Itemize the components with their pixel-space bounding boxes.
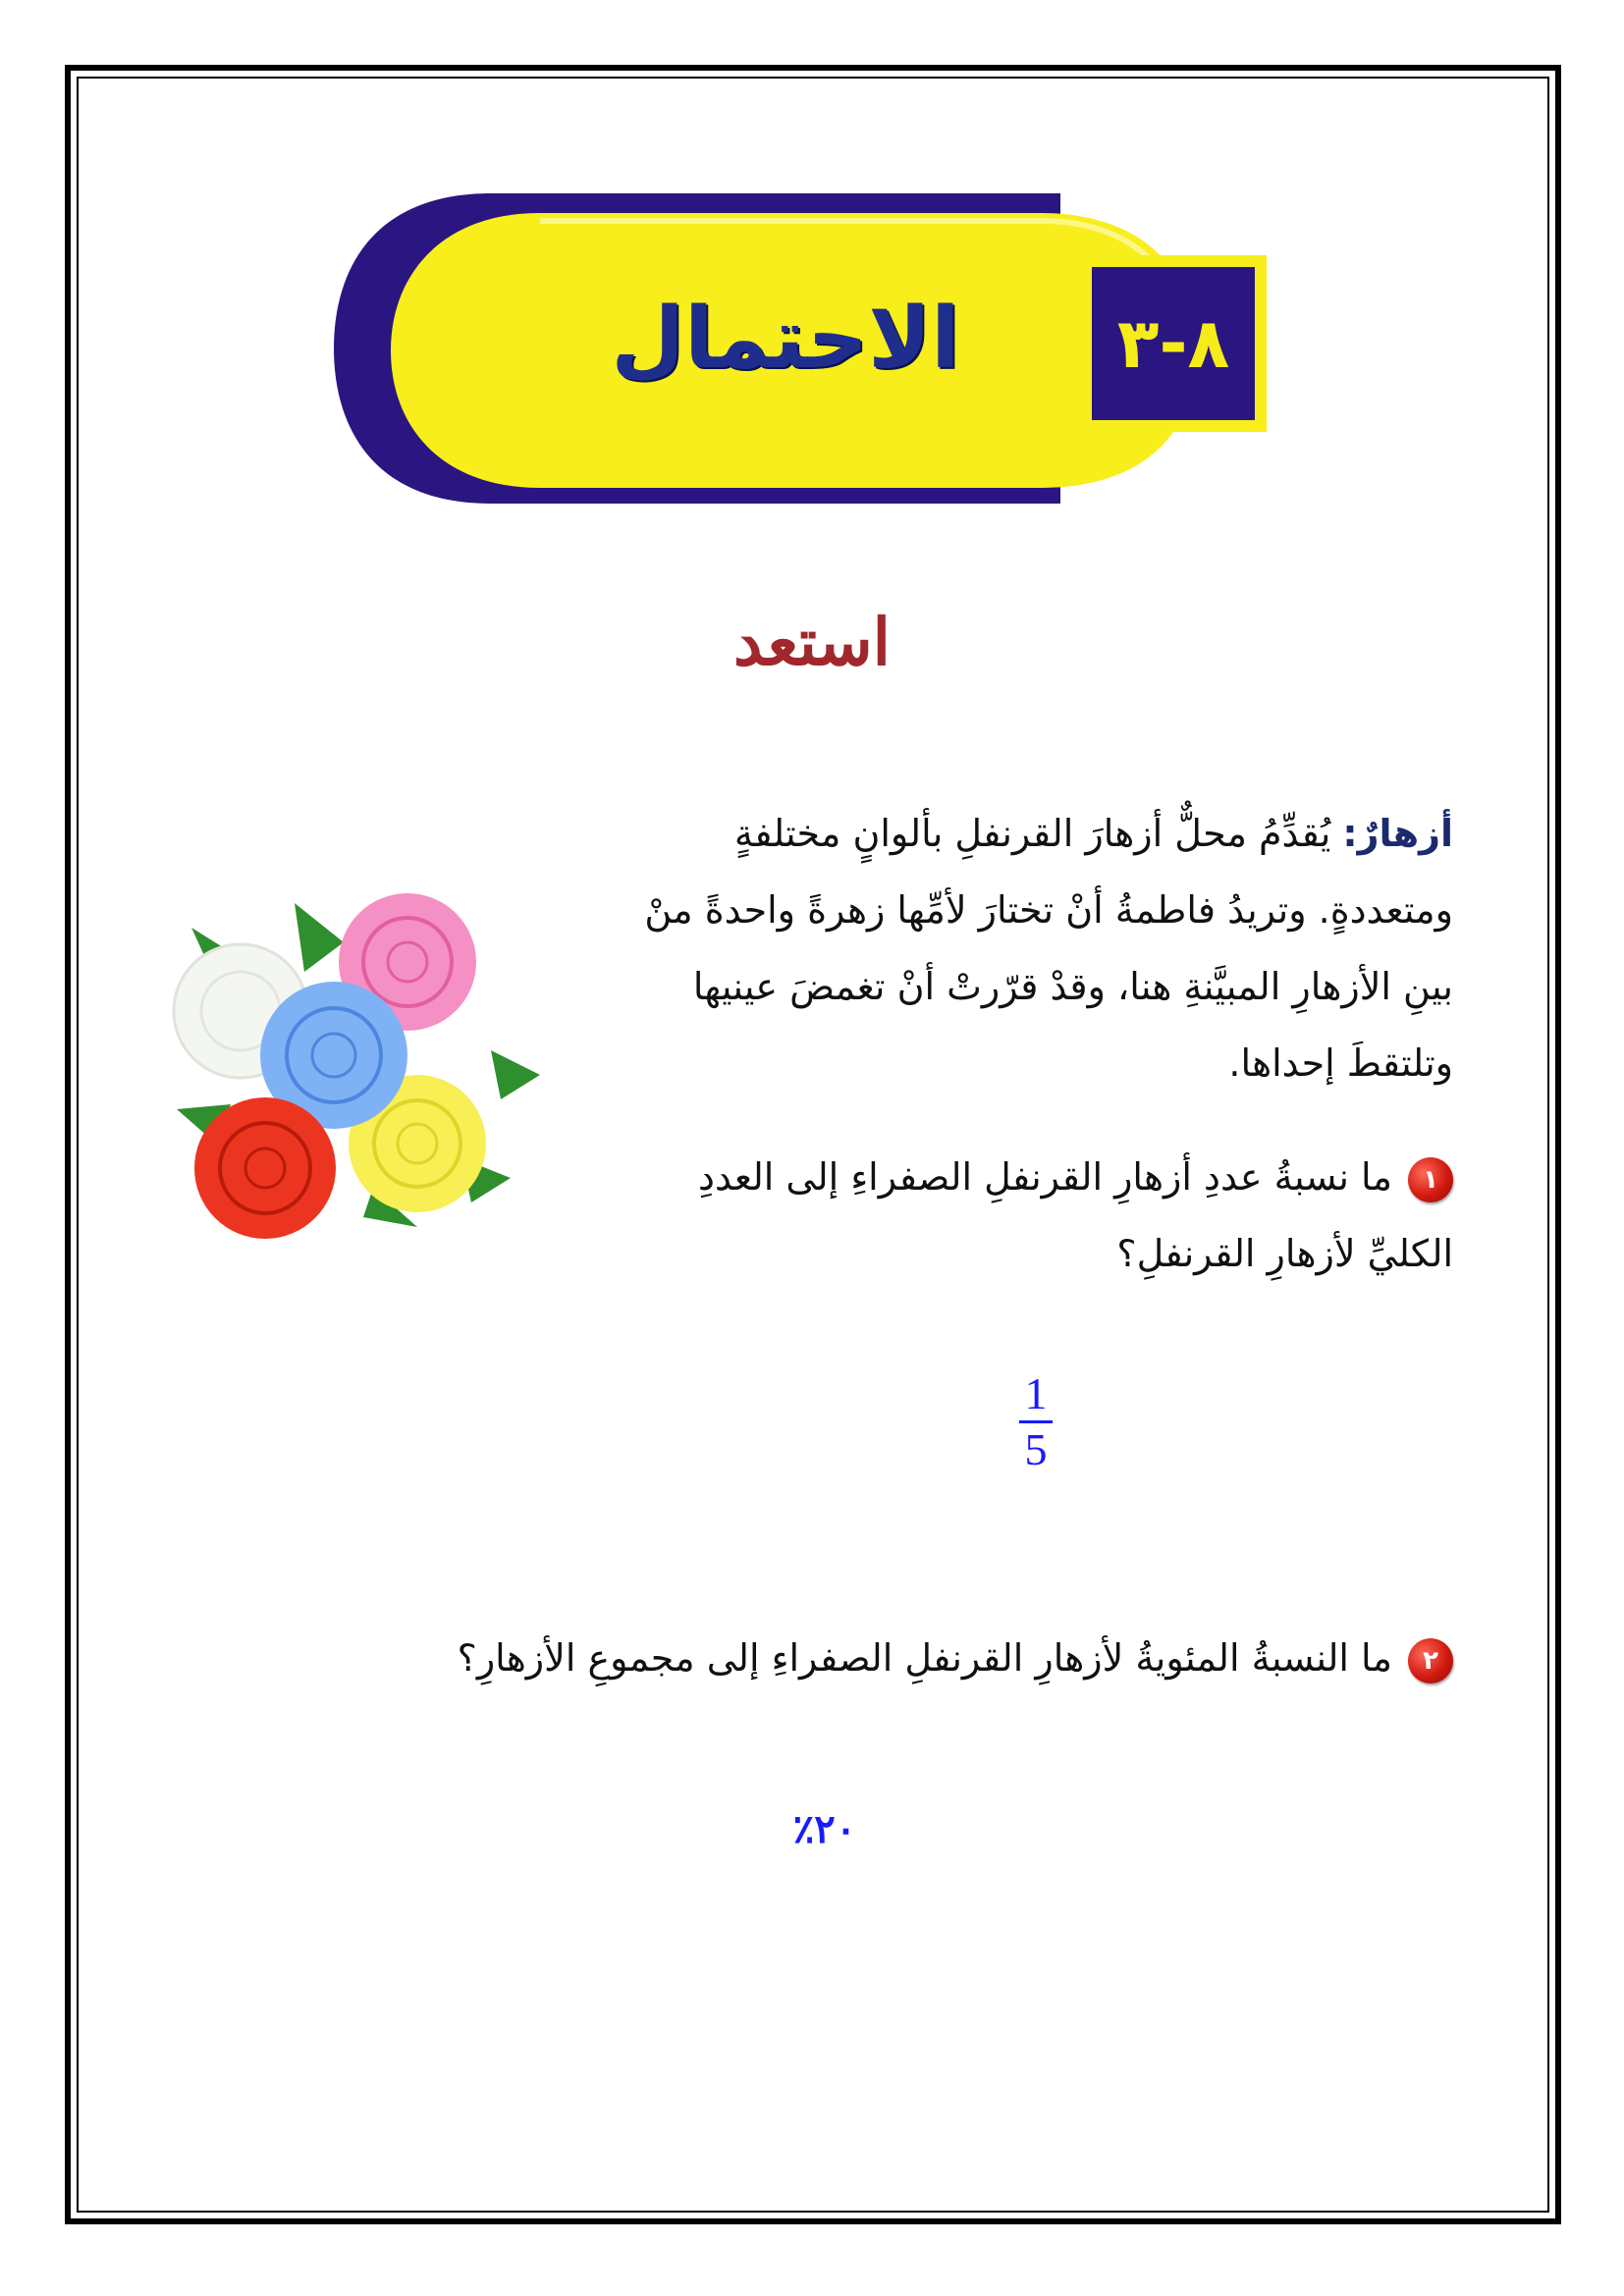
fraction-numerator: 1 [1024,1368,1048,1418]
section-heading: استعد [732,604,892,680]
lesson-banner [334,182,1276,515]
question-text: ما النسبةُ المئويةُ لأزهارِ القرنفلِ الصفراءِ إلى مجموعِ الأزهارِ؟ [457,1636,1392,1680]
intro-lead: أزهارٌ: [1342,812,1453,855]
question-1 [628,1139,1453,1292]
answer-1-fraction [997,1369,1075,1474]
flowers-illustration [137,864,550,1276]
answer-2: ٢٠٪ [792,1806,857,1852]
fraction-bar [1019,1420,1053,1423]
question-number-badge: ٢ [1408,1638,1453,1683]
intro-paragraph [589,795,1453,1101]
intro-text: يُقدِّمُ محلٌّ أزهارَ القرنفلِ بألوانٍ مختلفةٍ ومتعددةٍ. وتريدُ فاطمةُ أنْ تختارَ لأمِّها زهرةً واحدةً منْ بينِ الأزهارِ المبيَّنةِ هنا، وقدْ قرّرتْ أنْ تغمضَ عينيها وتلتقطَ إحداها. [644,812,1453,1085]
question-text: ما نسبةُ عددِ أزهارِ القرنفلِ الصفراءِ إلى العددِ الكليِّ لأزهارِ القرنفلِ؟ [698,1155,1453,1275]
carnation-bouquet-icon [137,864,550,1276]
lesson-title: الاحتمال [611,290,960,388]
question-2 [196,1620,1453,1696]
fraction-denominator: 5 [1024,1424,1048,1474]
question-number-badge: ١ [1408,1157,1453,1202]
lesson-number: ٨-٣ [1116,303,1230,384]
